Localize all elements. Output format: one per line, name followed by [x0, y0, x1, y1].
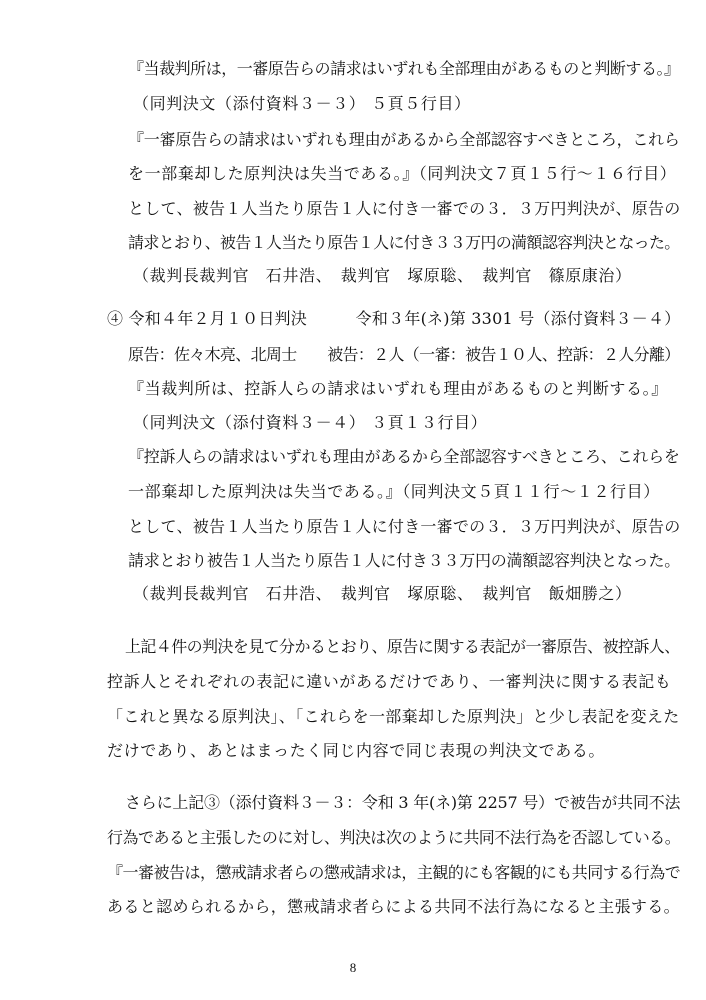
text-line: 請求とおり被告１人当たり原告１人に付き３３万円の満額認容判決となった。: [128, 551, 681, 570]
text-line: （同判決文（添付資料３－４） ３頁１３行目）: [133, 413, 488, 432]
text-line: 『一審原告らの請求はいずれも理由があるから全部認容すべきところ，これら: [128, 130, 680, 149]
text-line: （同判決文（添付資料３－３） ５頁５行目）: [133, 94, 471, 113]
paragraph-line: 上記４件の判決を見て分かるとおり、原告に関する表記が一審原告、被控訴人、: [125, 637, 680, 656]
text-line: 一部棄却した原判決は失当である。』（同判決文５頁１１行～１２行目）: [128, 482, 660, 501]
quote-line: 『一審被告は，懲戒請求者らの懲戒請求は，主観的にも客観的にも共同する行為で: [107, 863, 681, 882]
paragraph-line: 行為であると主張したのに対し、判決は次のように共同不法行為を否認している。: [107, 828, 681, 847]
page-number: 8: [349, 960, 357, 975]
paragraph-line: だけであり、あとはまったく同じ内容で同じ表現の判決文である。: [107, 741, 606, 760]
text-line: （裁判長裁判官 石井浩、 裁判官 塚原聡、 裁判官 篠原康治）: [133, 266, 632, 285]
quote-line: あると認められるから，懲戒請求者らによる共同不法行為になると主張する。: [107, 897, 681, 916]
text-line: 『当裁判所は、控訴人らの請求はいずれも理由があるものと判断する。』: [128, 379, 668, 398]
text-line: 『当裁判所は，一審原告らの請求はいずれも全部理由があるものと判断する。』: [128, 59, 680, 78]
paragraph-line: 控訴人とそれぞれの表記に違いがあるだけであり、一審判決に関する表記も: [107, 672, 672, 691]
text-line: 『控訴人らの請求はいずれも理由があるから全部認容すべきところ、これらを: [128, 447, 680, 466]
paragraph-line: 「これと異なる原判決」、「これらを一部棄却した原判決」と少し表記を変えた: [107, 707, 680, 726]
text-line: を一部棄却した原判決は失当である。』（同判決文７頁１５行～１６行目）: [128, 164, 677, 183]
text-line: 原告：佐々木亮、北周士 被告：２人（一審：被告１０人、控訴：２人分離）: [128, 345, 680, 364]
paragraph-line: さらに上記③（添付資料３－３：令和 3 年(ネ)第 2257 号）で被告が共同不法: [125, 793, 681, 812]
section-heading: ④ 令和４年２月１０日判決 令和３年(ネ)第 3301 号（添付資料３－４）: [107, 309, 681, 328]
text-line: （裁判長裁判官 石井浩、 裁判官 塚原聡、 裁判官 飯畑勝之）: [133, 584, 632, 603]
text-line: 請求とおり、被告１人当たり原告１人に付き３３万円の満額認容判決となった。: [128, 233, 680, 252]
text-line: として、被告１人当たり原告１人に付き一審での３．３万円判決が、原告の: [128, 517, 681, 536]
text-line: として、被告１人当たり原告１人に付き一審での３．３万円判決が、原告の: [128, 199, 681, 218]
